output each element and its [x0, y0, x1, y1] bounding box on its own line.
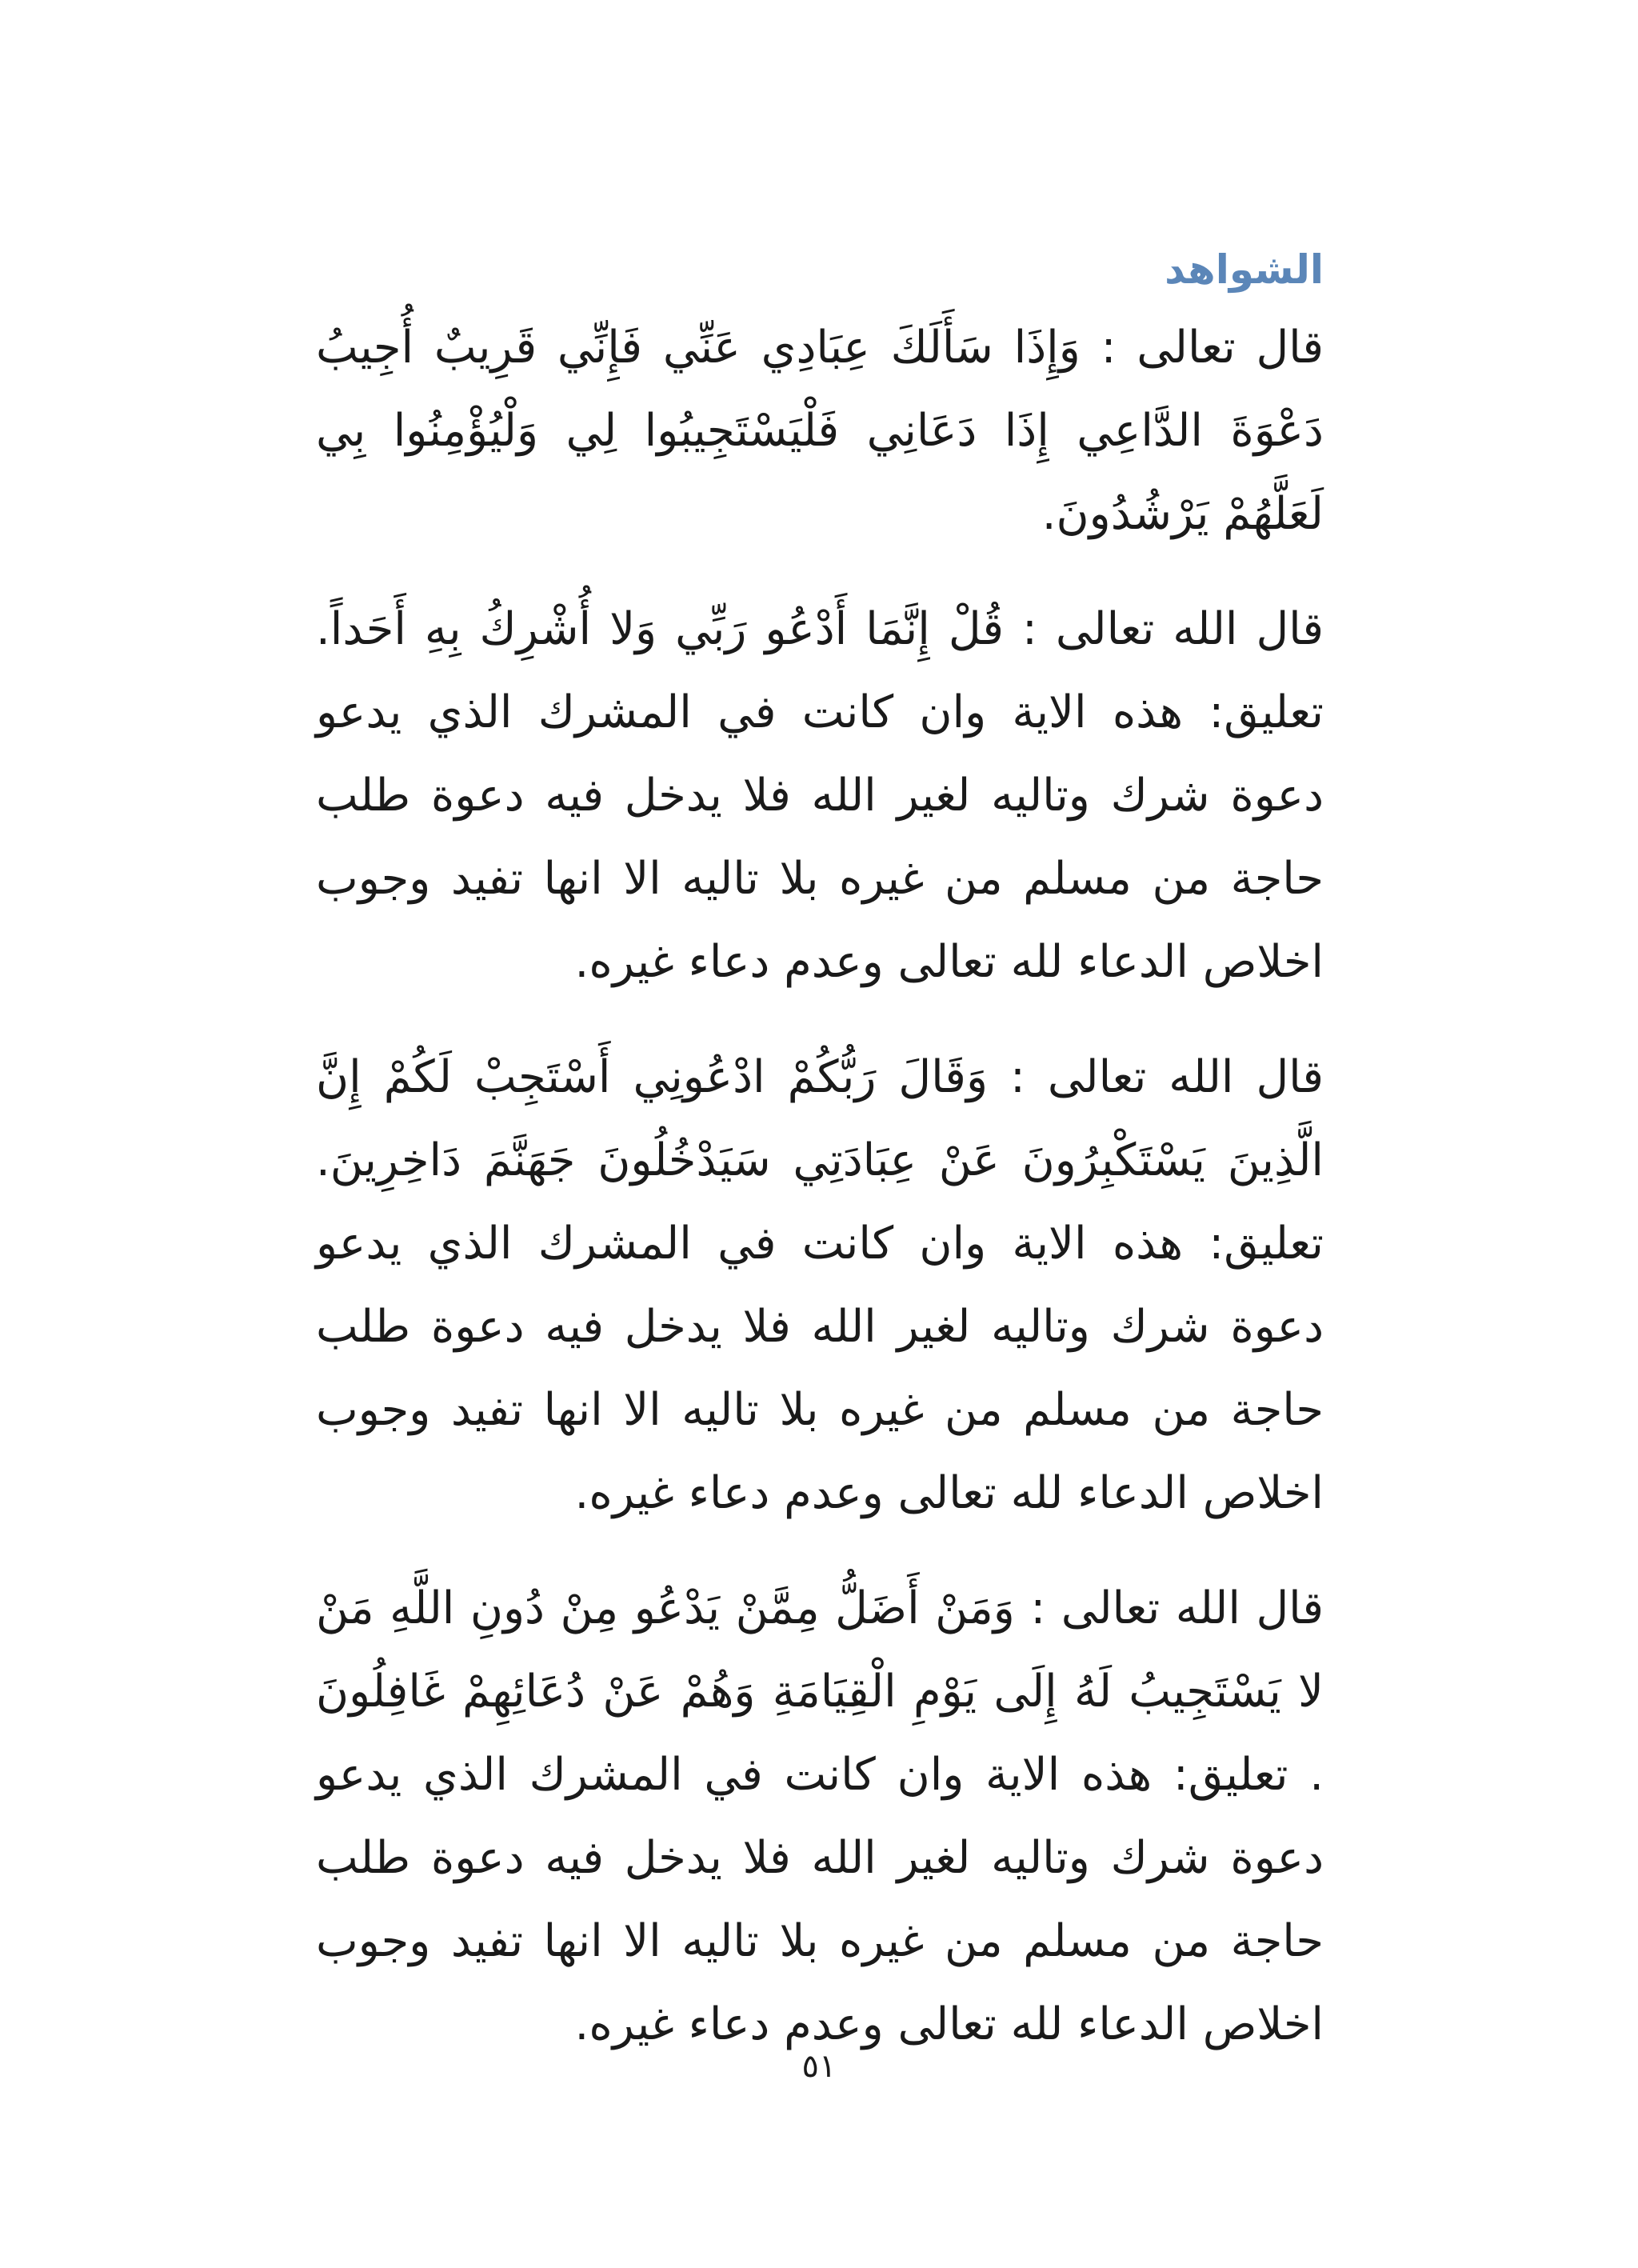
paragraph-verse-1: قال تعالى : وَإِذَا سَأَلَكَ عِبَادِي عَنِّي فَإِنِّي قَرِيبٌ أُجِيبُ دَعْوَةَ الدَّاعِي إِذَا دَعَانِي فَلْيَسْتَجِيبُوا لِي وَلْيُؤْمِنُوا بِي لَعَلَّهُمْ يَرْشُدُونَ. [316, 322, 1324, 540]
page-body [316, 240, 1324, 2098]
page-number: ٥١ [801, 2048, 837, 2085]
section-heading: الشواهد [1165, 246, 1324, 293]
paragraph-verse-3: قال الله تعالى : وَقَالَ رَبُّكُمْ ادْعُونِي أَسْتَجِبْ لَكُمْ إِنَّ الَّذِينَ يَسْتَكْبِرُونَ عَنْ عِبَادَتِي سَيَدْخُلُونَ جَهَنَّمَ دَاخِرِينَ. تعليق: هذه الاية وان كانت في المشرك الذي يدعو دعوة شرك وتاليه لغير الله فلا يدخل فيه دعوة طلب حاجة من مسلم من غيره بلا تاليه الا انها تفيد وجوب اخلاص الدعاء لله تعالى وعدم دعاء غيره. [316, 1051, 1324, 1519]
paragraph-verse-4: قال الله تعالى : وَمَنْ أَضَلُّ مِمَّنْ يَدْعُو مِنْ دُونِ اللَّهِ مَنْ لا يَسْتَجِيبُ لَهُ إِلَى يَوْمِ الْقِيَامَةِ وَهُمْ عَنْ دُعَائِهِمْ غَافِلُونَ . تعليق: هذه الاية وان كانت في المشرك الذي يدعو دعوة شرك وتاليه لغير الله فلا يدخل فيه دعوة طلب حاجة من مسلم من غيره بلا تاليه الا انها تفيد وجوب اخلاص الدعاء لله تعالى وعدم دعاء غيره. [316, 1582, 1324, 2050]
paragraph-verse-2: قال الله تعالى : قُلْ إِنَّمَا أَدْعُو رَبِّي وَلا أُشْرِكُ بِهِ أَحَداً. تعليق: هذه الاية وان كانت في المشرك الذي يدعو دعوة شرك وتاليه لغير الله فلا يدخل فيه دعوة طلب حاجة من مسلم من غيره بلا تاليه الا انها تفيد وجوب اخلاص الدعاء لله تعالى وعدم دعاء غيره. [316, 603, 1324, 988]
